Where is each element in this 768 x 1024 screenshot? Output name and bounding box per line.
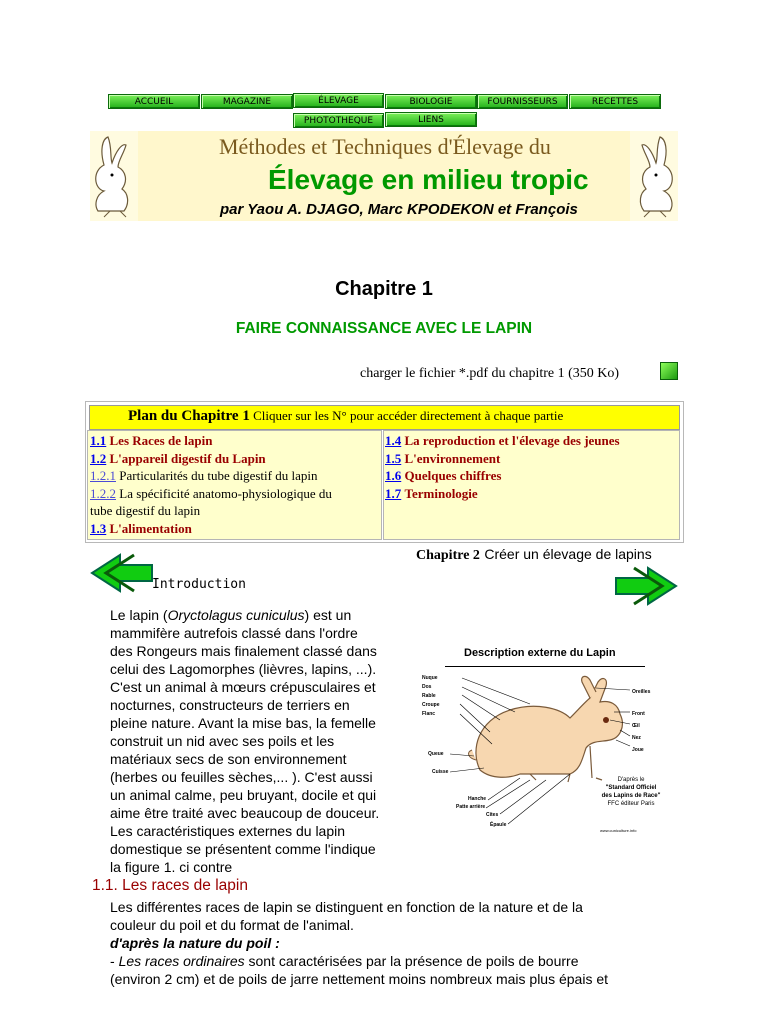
intro-heading: Introduction [152,577,246,592]
figure-label: Patte arrière [456,804,486,810]
toc-link-1-4[interactable]: 1.4 [385,433,402,448]
toc-label: L'environnement [404,450,501,466]
toc-label: Particularités du tube digestif du lapin [119,468,318,483]
toc-link-1-1[interactable]: 1.1 [90,433,107,448]
nav-liens-button[interactable]: LIENS [385,112,477,127]
figure-title: Description externe du Lapin [464,647,616,659]
toc-label: L'appareil digestif du Lapin [109,450,266,466]
toc-label: Terminologie [404,485,478,501]
next-chapter-label: Chapitre 2 [416,548,480,563]
figure-labels-left: Nuque Dos Rable Croupe Flanc [422,675,440,717]
plan-left-cell [87,430,382,540]
toc-link-1-7[interactable]: 1.7 [385,485,402,501]
section-paragraph: Les différentes races de lapin se distinguent en fonction de la nature et de la couleur du poil et du format de l'animal. d'après la nature du poil : - Les races ordinaires sont caractérisées par la présence de poils de bourre (environ 2 cm) et de poils de jarre nettement moins nombreux mais plus épais et [110,898,670,988]
toc-label: La reproduction et l'élevage des jeunes [404,433,620,448]
next-chapter-link[interactable] [416,546,652,564]
intro-line: la figure 1. ci contre [110,859,233,875]
figure-labels-right: Oreilles Front Œil Nez Joue [632,689,651,753]
toc-label: Les Races de lapin [109,433,213,448]
toc-label: L'alimentation [109,520,192,536]
toc-link-1-2[interactable]: 1.2 [90,450,107,466]
banner-authors: par Yaou A. DJAGO, Marc KPODEKON et François [220,201,578,218]
figure-label: Cites [486,812,499,818]
nav-accueil-button[interactable]: ACCUEIL [108,94,200,109]
section-subheading: d'après la nature du poil : [110,935,280,951]
nav-fournisseurs-button[interactable]: FOURNISSEURS [477,94,568,109]
nav-elevage-button[interactable]: ÉLEVAGE [293,93,384,108]
intro-line: des Rongeurs mais finalement classé dans [110,643,377,659]
rabbit-anatomy-figure [420,640,680,840]
toc-label: Quelques chiffres [404,468,502,483]
nav-recettes-button[interactable]: RECETTES [569,94,661,109]
chapter-plan-table [85,401,684,543]
intro-paragraph: Le lapin (Oryctolagus cuniculus) est un mammifère autrefois classé dans l'ordre des Rongeurs mais finalement classé dans celui des Lagomorphes (lièvres, lapins, ...). C'est un animal à mœurs crépusculaires et nocturnes, constructeurs de terriers en pleine nature. Avant la mise bas, la femelle construit un nid avec ses poils et les matériaux secs de son environnement (herbes ou feuilles sèches,... ). C'est aussi un animal calme, peu bruyant, docile et qui aime être traité avec beaucoup de douceur. Les caractéristiques externes du lapin domestique se présentent comme l'indique la figure 1. ci contre [110,606,430,876]
figure-label: Hanche [468,796,487,802]
toc-link-1-3[interactable]: 1.3 [90,520,107,536]
intro-line: construit un nid avec ses poils et les [110,733,335,749]
rabbit-left-illustration [90,131,138,221]
intro-line: un animal calme, peu bruyant, docile et qui [110,787,377,803]
figure-label: Épaule [490,822,507,828]
toc-label: La spécificité anatomo-physiologique du [119,485,332,501]
plan-hint: Cliquer sur les N° pour accéder directement à chaque partie [253,408,564,423]
nav-biologie-button[interactable]: BIOLOGIE [385,94,477,109]
figure-label: Queue [428,751,444,757]
intro-line: mammifère autrefois classé dans l'ordre [110,625,358,641]
toc-link-1-2-2[interactable]: 1.2.2 [90,485,116,501]
banner-title-line2: Élevage en milieu tropic [268,164,589,195]
nav-magazine-button[interactable]: MAGAZINE [201,94,293,109]
plan-right-cell [383,430,680,540]
rabbit-right-illustration [630,131,678,221]
toc-link-1-2-1[interactable]: 1.2.1 [90,468,116,483]
next-arrow-icon[interactable] [612,566,678,606]
chapter-title: Chapitre 1 [335,278,433,300]
intro-line: (herbes ou feuilles sèches,... ). C'est aussi [110,769,373,785]
section-heading: 1.1. Les races de lapin [92,877,248,894]
plan-header [89,405,680,430]
chapter-subtitle: FAIRE CONNAISSANCE AVEC LE LAPIN [235,320,533,337]
toc-link-1-6[interactable]: 1.6 [385,468,402,483]
intro-line: Les caractéristiques externes du lapin [110,823,346,839]
intro-line: nocturnes, constructeurs de terriers en [110,697,350,713]
intro-line: C'est un animal à mœurs crépusculaires et [110,679,376,695]
intro-line: aime être traité avec beaucoup de douceur. [110,805,380,821]
header-banner [90,131,678,221]
banner-title-line1: Méthodes et Techniques d'Élevage du [219,134,551,159]
nav-phototheque-button[interactable]: PHOTOTHEQUE [293,113,384,128]
toc-label-continued: tube digestif du lapin [90,503,201,518]
intro-line: celui des Lagomorphes (lièvres, lapins, ...). [110,661,377,677]
intro-line: pleine nature. Avant la mise bas, la femelle [110,715,376,731]
pdf-download-button[interactable] [660,362,678,380]
figure-credit: D'après le "Standard Officiel des Lapins de Race" FFC éditeur Paris [601,777,661,807]
toc-link-1-5[interactable]: 1.5 [385,450,402,466]
figure-label: Cuisse [432,769,449,775]
figure-url: www.cuniculture.info [600,828,637,833]
previous-arrow-icon[interactable] [90,553,154,593]
intro-line: domestique se présentent comme l'indique [110,841,376,857]
latin-name: Oryctolagus cuniculus [167,607,305,623]
plan-title: Plan du Chapitre 1 [128,408,250,424]
next-chapter-text: Créer un élevage de lapins [484,546,652,562]
intro-line: matériaux secs de son environnement [110,751,347,767]
pdf-download-text: charger le fichier *.pdf du chapitre 1 (350 Ko) [360,366,620,381]
